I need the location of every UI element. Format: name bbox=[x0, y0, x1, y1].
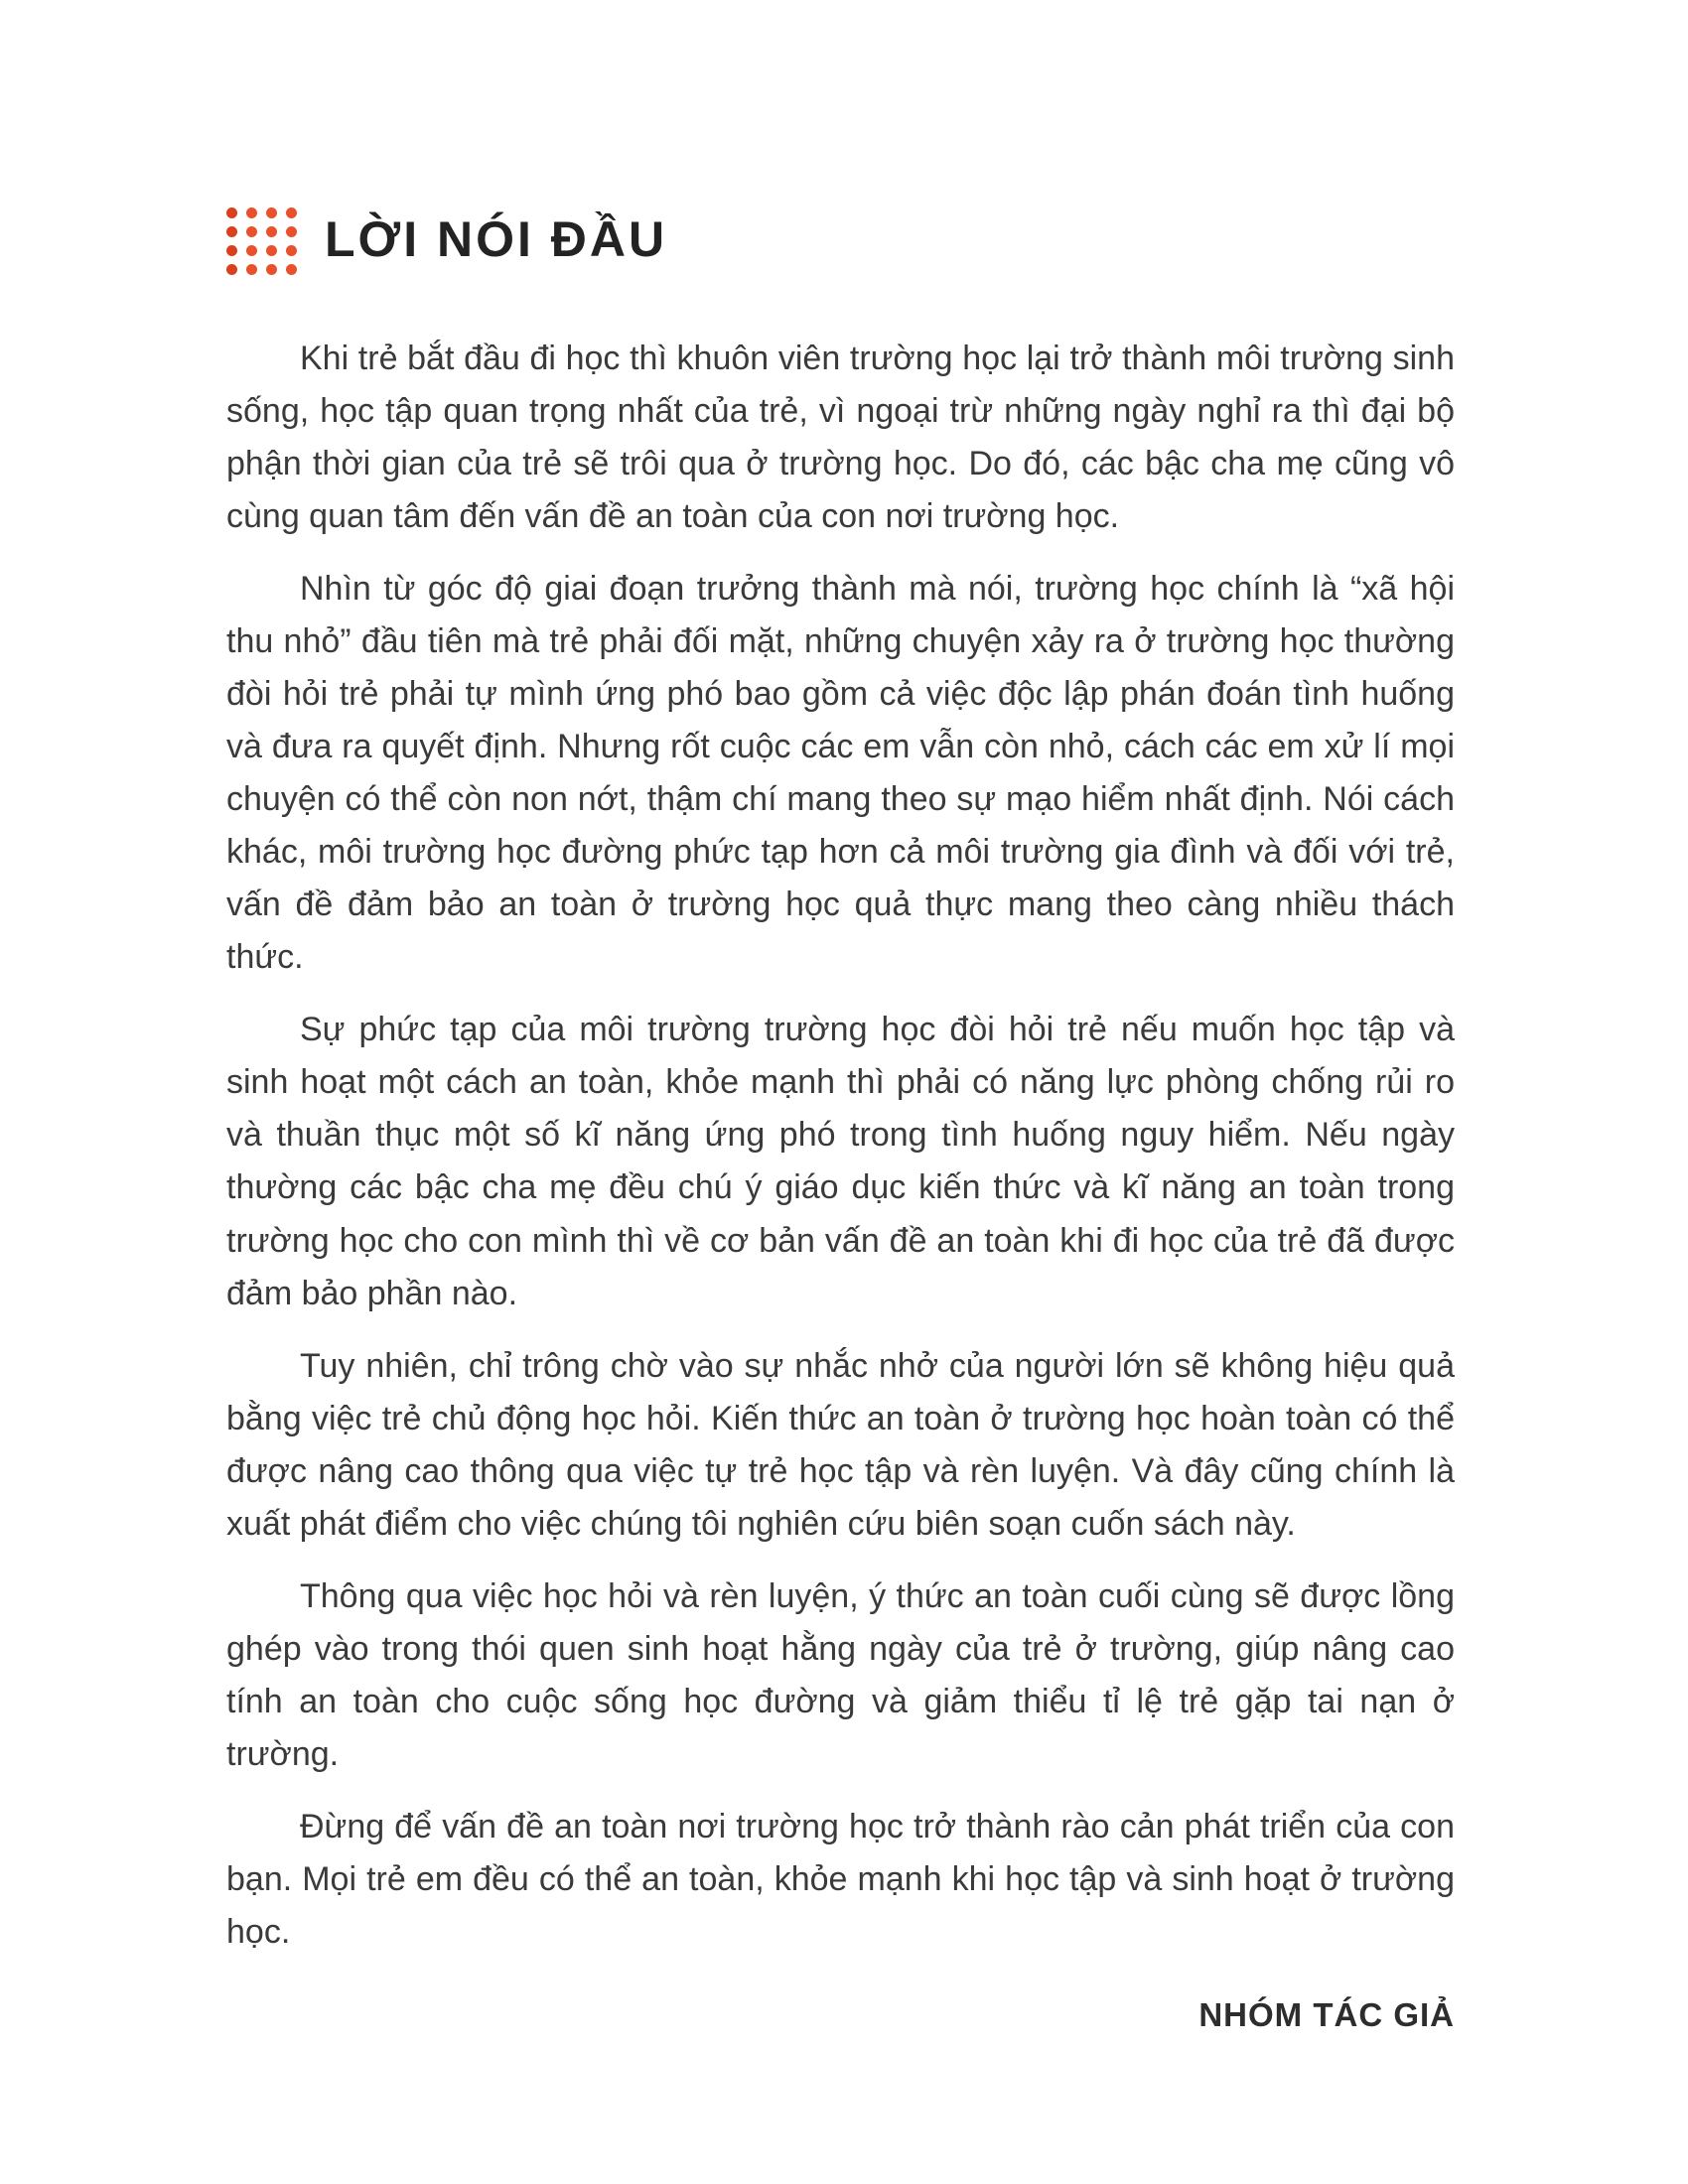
dots-grid-icon bbox=[226, 204, 297, 275]
paragraph: Khi trẻ bắt đầu đi học thì khuôn viên trường học lại trở thành môi trường sinh sống, học tập quan trọng nhất của trẻ, vì ngoại trừ những ngày nghỉ ra thì đại bộ phận thời gian của trẻ sẽ trôi qua ở trường học. Do đó, các bậc cha mẹ cũng vô cùng quan tâm đến vấn đề an toàn của con nơi trường học. bbox=[226, 340, 1455, 536]
paragraph: Thông qua việc học hỏi và rèn luyện, ý thức an toàn cuối cùng sẽ được lồng ghép vào trong thói quen sinh hoạt hằng ngày của trẻ ở trường, giúp nâng cao tính an toàn cho cuộc sống học đường và giảm thiểu tỉ lệ trẻ gặp tai nạn ở trường. bbox=[226, 1576, 1455, 1773]
paragraph: Đừng để vấn đề an toàn nơi trường học trở thành rào cản phát triển của con bạn. Mọi trẻ em đều có thể an toàn, khỏe mạnh khi học tập và sinh hoạt ở trường học. bbox=[226, 1807, 1455, 1951]
page-title: LỜI NÓI ĐẦU bbox=[325, 211, 668, 267]
preface-header bbox=[226, 204, 1455, 275]
paragraph: Sự phức tạp của môi trường trường học đòi hỏi trẻ nếu muốn học tập và sinh hoạt một cách an toàn, khỏe mạnh thì phải có năng lực phòng chống rủi ro và thuần thục một số kĩ năng ứng phó trong tình huống nguy hiểm. Nếu ngày thường các bậc cha mẹ đều chú ý giáo dục kiến thức và kĩ năng an toàn trong trường học cho con mình thì về cơ bản vấn đề an toàn khi đi học của trẻ đã được đảm bảo phần nào. bbox=[226, 1011, 1455, 1312]
preface-content bbox=[226, 333, 1455, 1959]
paragraph: Nhìn từ góc độ giai đoạn trưởng thành mà nói, trường học chính là “xã hội thu nhỏ” đầu tiên mà trẻ phải đối mặt, những chuyện xảy ra ở trường học thường đòi hỏi trẻ phải tự mình ứng phó bao gồm cả việc độc lập phán đoán tình huống và đưa ra quyết định. Nhưng rốt cuộc các em vẫn còn nhỏ, cách các em xử lí mọi chuyện có thể còn non nớt, thậm chí mang theo sự mạo hiểm nhất định. Nói cách khác, môi trường học đường phức tạp hơn cả môi trường gia đình và đối với trẻ, vấn đề đảm bảo an toàn ở trường học quả thực mang theo càng nhiều thách thức. bbox=[226, 570, 1455, 977]
author-signature: NHÓM TÁC GIẢ bbox=[1198, 1995, 1455, 2033]
paragraph: Tuy nhiên, chỉ trông chờ vào sự nhắc nhở của người lớn sẽ không hiệu quả bằng việc trẻ chủ động học hỏi. Kiến thức an toàn ở trường học hoàn toàn có thể được nâng cao thông qua việc tự trẻ học tập và rèn luyện. Và đây cũng chính là xuất phát điểm cho việc chúng tôi nghiên cứu biên soạn cuốn sách này. bbox=[226, 1346, 1455, 1543]
